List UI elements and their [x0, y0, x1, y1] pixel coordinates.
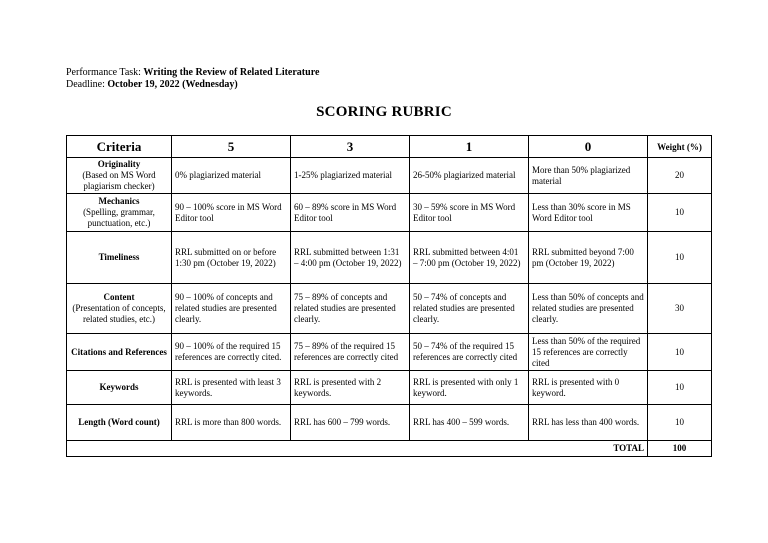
criteria-name: Keywords: [99, 382, 139, 392]
column-header-weight: Weight (%): [648, 136, 712, 158]
score-5-cell: RRL is presented with least 3 keywords.: [172, 371, 291, 405]
task-label: Performance Task:: [66, 67, 144, 78]
score-0-cell: More than 50% plagiarized material: [529, 158, 648, 194]
score-0-cell: Less than 30% score in MS Word Editor tool: [529, 194, 648, 232]
criteria-cell: [67, 284, 172, 334]
total-value: 100: [648, 441, 712, 457]
score-3-cell: 75 – 89% of the required 15 references are correctly cited: [291, 334, 410, 371]
score-1-cell: 26-50% plagiarized material: [410, 158, 529, 194]
table-row: [67, 371, 712, 405]
criteria-description: (Spelling, grammar, punctuation, etc.): [83, 207, 155, 228]
criteria-cell: [67, 371, 172, 405]
total-label: TOTAL: [67, 441, 648, 457]
task-title: Writing the Review of Related Literature: [143, 67, 320, 78]
score-5-cell: 90 – 100% of concepts and related studies are presented clearly.: [172, 284, 291, 334]
score-1-cell: 50 – 74% of concepts and related studies are presented clearly.: [410, 284, 529, 334]
score-1-cell: RRL submitted between 4:01 – 7:00 pm (October 19, 2022): [410, 232, 529, 284]
column-header-score-5: 5: [172, 136, 291, 158]
table-row: [67, 232, 712, 284]
score-0-cell: RRL is presented with 0 keyword.: [529, 371, 648, 405]
criteria-name: Length (Word count): [78, 417, 160, 427]
weight-cell: 10: [648, 194, 712, 232]
weight-cell: 10: [648, 405, 712, 441]
criteria-cell: [67, 232, 172, 284]
weight-cell: 30: [648, 284, 712, 334]
weight-cell: 10: [648, 232, 712, 284]
score-5-cell: 0% plagiarized material: [172, 158, 291, 194]
score-1-cell: RRL has 400 – 599 words.: [410, 405, 529, 441]
column-header-score-1: 1: [410, 136, 529, 158]
score-3-cell: 1-25% plagiarized material: [291, 158, 410, 194]
performance-task-line: [66, 67, 319, 79]
deadline-line: [66, 79, 319, 91]
score-1-cell: 30 – 59% score in MS Word Editor tool: [410, 194, 529, 232]
criteria-name: Originality: [97, 159, 141, 169]
table-header-row: [67, 136, 712, 158]
weight-cell: 20: [648, 158, 712, 194]
column-header-score-3: 3: [291, 136, 410, 158]
score-3-cell: RRL is presented with 2 keywords.: [291, 371, 410, 405]
score-3-cell: 60 – 89% score in MS Word Editor tool: [291, 194, 410, 232]
criteria-name: Timeliness: [98, 252, 140, 262]
score-5-cell: RRL submitted on or before 1:30 pm (October 19, 2022): [172, 232, 291, 284]
table-row: [67, 284, 712, 334]
score-3-cell: 75 – 89% of concepts and related studies are presented clearly.: [291, 284, 410, 334]
criteria-cell: [67, 194, 172, 232]
criteria-cell: [67, 158, 172, 194]
criteria-description: (Based on MS Word plagiarism checker): [82, 170, 156, 191]
weight-cell: 10: [648, 371, 712, 405]
page-title: SCORING RUBRIC: [316, 104, 452, 120]
table-row: [67, 158, 712, 194]
score-5-cell: RRL is more than 800 words.: [172, 405, 291, 441]
total-row: [67, 441, 712, 457]
criteria-name: Mechanics: [98, 196, 140, 206]
score-3-cell: RRL has 600 – 799 words.: [291, 405, 410, 441]
weight-cell: 10: [648, 334, 712, 371]
task-header: [66, 67, 319, 91]
score-0-cell: Less than 50% of the required 15 references are correctly cited: [529, 334, 648, 371]
criteria-name: Content: [103, 292, 135, 302]
table-row: [67, 334, 712, 371]
score-5-cell: 90 – 100% score in MS Word Editor tool: [172, 194, 291, 232]
table-row: [67, 194, 712, 232]
score-0-cell: RRL has less than 400 words.: [529, 405, 648, 441]
table-row: [67, 405, 712, 441]
score-3-cell: RRL submitted between 1:31 – 4:00 pm (October 19, 2022): [291, 232, 410, 284]
criteria-cell: [67, 405, 172, 441]
score-1-cell: 50 – 74% of the required 15 references are correctly cited: [410, 334, 529, 371]
column-header-criteria: Criteria: [67, 136, 172, 158]
criteria-description: (Presentation of concepts, related studies, etc.): [72, 303, 166, 324]
score-1-cell: RRL is presented with only 1 keyword.: [410, 371, 529, 405]
score-0-cell: RRL submitted beyond 7:00 pm (October 19, 2022): [529, 232, 648, 284]
score-0-cell: Less than 50% of concepts and related studies are presented clearly.: [529, 284, 648, 334]
scoring-rubric-table: [66, 135, 712, 457]
deadline-value: October 19, 2022 (Wednesday): [107, 79, 238, 90]
column-header-score-0: 0: [529, 136, 648, 158]
criteria-cell: [67, 334, 172, 371]
score-5-cell: 90 – 100% of the required 15 references are correctly cited.: [172, 334, 291, 371]
deadline-label: Deadline:: [66, 79, 108, 90]
criteria-name: Citations and References: [71, 346, 167, 357]
